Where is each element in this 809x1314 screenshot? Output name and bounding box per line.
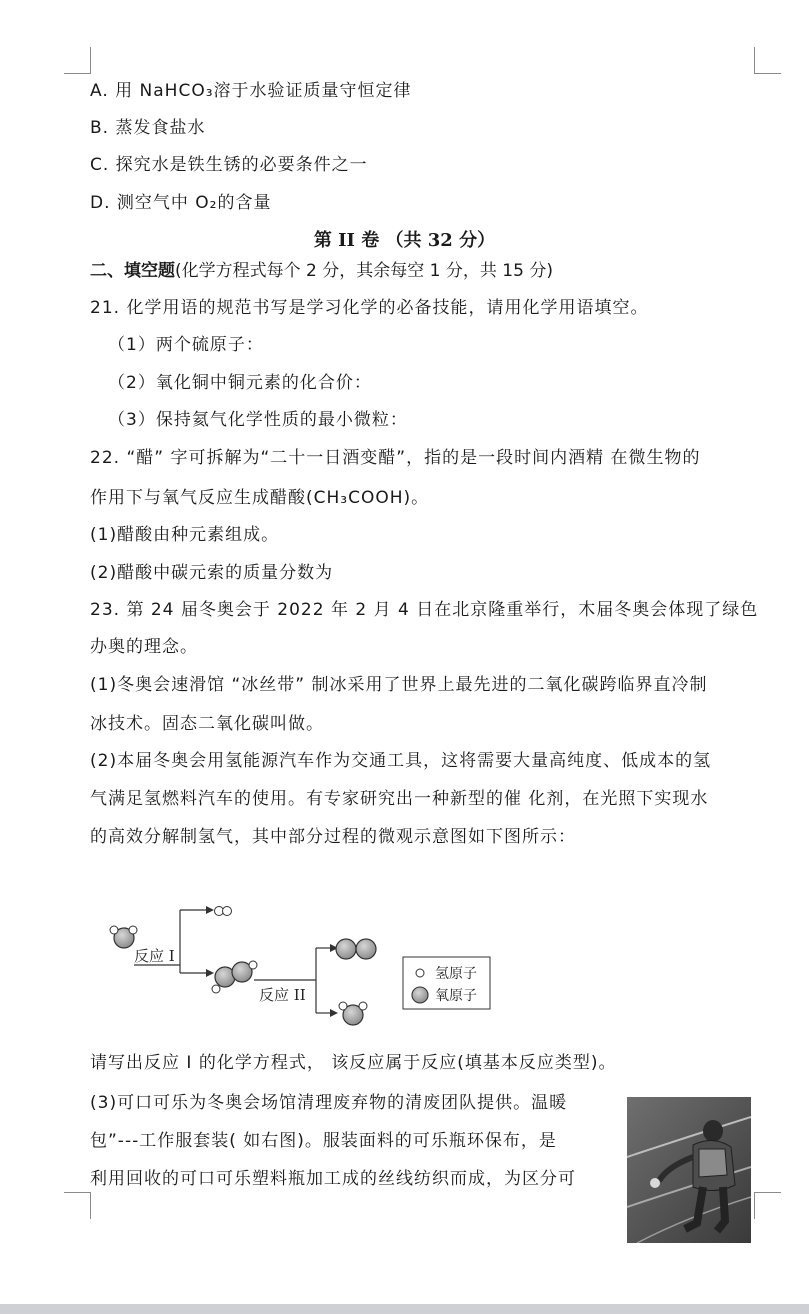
q23-ask: 请写出反应 I 的化学方程式， 该反应属于反应(填基本反应类型)。 — [90, 1053, 617, 1073]
legend-oxygen-icon — [412, 987, 428, 1003]
option-d: D. 测空气中 O₂的含量 — [90, 193, 272, 213]
section-label: 二、填空题 — [90, 261, 175, 281]
q23-p1-line2: 冰技术。固态二氧化碳叫做。 — [90, 714, 324, 734]
legend-hydrogen-label: 氢原子 — [435, 966, 477, 982]
option-c: C. 探究水是铁生锈的必要条件之一 — [90, 155, 368, 175]
q22-part2: (2)醋酸中碳元索的质量分数为 — [90, 563, 334, 583]
option-b: B. 蒸发食盐水 — [90, 118, 206, 138]
crop-mark-top-right — [754, 47, 781, 74]
hydrogen-peroxide-icon — [212, 961, 257, 993]
section-heading — [90, 256, 553, 281]
part2-title: 第 II 卷 （共 32 分） — [313, 230, 496, 251]
q22-part1: (1)醋酸由种元素组成。 — [90, 525, 280, 545]
q23-p2-line3: 的高效分解制氢气，其中部分过程的微观示意图如下图所示： — [90, 827, 576, 847]
window-bottom-bar — [0, 1304, 809, 1314]
reaction2-label: 反应 II — [259, 986, 306, 1004]
q21-part3: （3）保持氦气化学性质的最小微粒： — [108, 410, 408, 430]
q23-line1: 23. 第 24 届冬奥会于 2022 年 2 月 4 日在北京隆重举行，木届冬奥会体现了绿色 — [90, 600, 759, 620]
reaction1-label: 反应 I — [134, 947, 175, 965]
reaction-diagram — [104, 893, 504, 1033]
section-note: (化学方程式每个 2 分，其余每空 1 分，共 15 分) — [175, 261, 553, 281]
legend-hydrogen-icon — [416, 969, 424, 977]
legend-oxygen-label: 氧原子 — [435, 988, 477, 1004]
water-product-icon — [339, 1002, 367, 1025]
q22-line1: 22. “醋” 字可拆解为“二十一日酒变醋”，指的是一段时间内酒精 在微生物的 — [90, 448, 701, 468]
hydrogen-molecule-icon — [215, 907, 232, 916]
q22-line2: 作用下与氧气反应生成醋酸(CH₃COOH)。 — [90, 488, 430, 508]
q21-part2: （2）氧化铜中铜元素的化合价： — [108, 373, 372, 393]
option-a: A. 用 NaHCO₃溶于水验证质量守恒定律 — [90, 81, 412, 101]
q23-p2-line1: (2)本届冬奥会用氢能源汽车作为交通工具，这将需要大量高纯度、低成本的氢 — [90, 751, 712, 771]
q21-stem: 21. 化学用语的规范书写是学习化学的必备技能，请用化学用语填空。 — [90, 298, 649, 318]
q23-p3-line3: 利用回收的可口可乐塑料瓶加工成的丝线纺织而成，为区分可 — [90, 1169, 576, 1189]
q23-p3-line1: (3)可口可乐为冬奥会场馆清理废弃物的清废团队提供。温暖 — [90, 1093, 568, 1113]
oxygen-molecule-icon — [336, 939, 376, 959]
crop-mark-top-left — [64, 47, 91, 74]
water-molecule-icon — [110, 926, 137, 948]
q23-p3-line2: 包”---工作服套装( 如右图)。服装面料的可乐瓶环保布，是 — [90, 1131, 557, 1151]
q21-part1: （1）两个硫原子： — [108, 335, 264, 355]
q23-line2: 办奥的理念。 — [90, 637, 198, 657]
crop-mark-bottom-right — [754, 1192, 781, 1219]
uniform-photo — [627, 1097, 751, 1243]
crop-mark-bottom-left — [64, 1192, 91, 1219]
q23-p1-line1: (1)冬奥会速滑馆 “冰丝带” 制冰采用了世界上最先进的二氧化碳跨临界直冷制 — [90, 675, 708, 695]
q23-p2-line2: 气满足氢燃料汽车的使用。有专家研究出一种新型的催 化剂，在光照下实现水 — [90, 789, 709, 809]
